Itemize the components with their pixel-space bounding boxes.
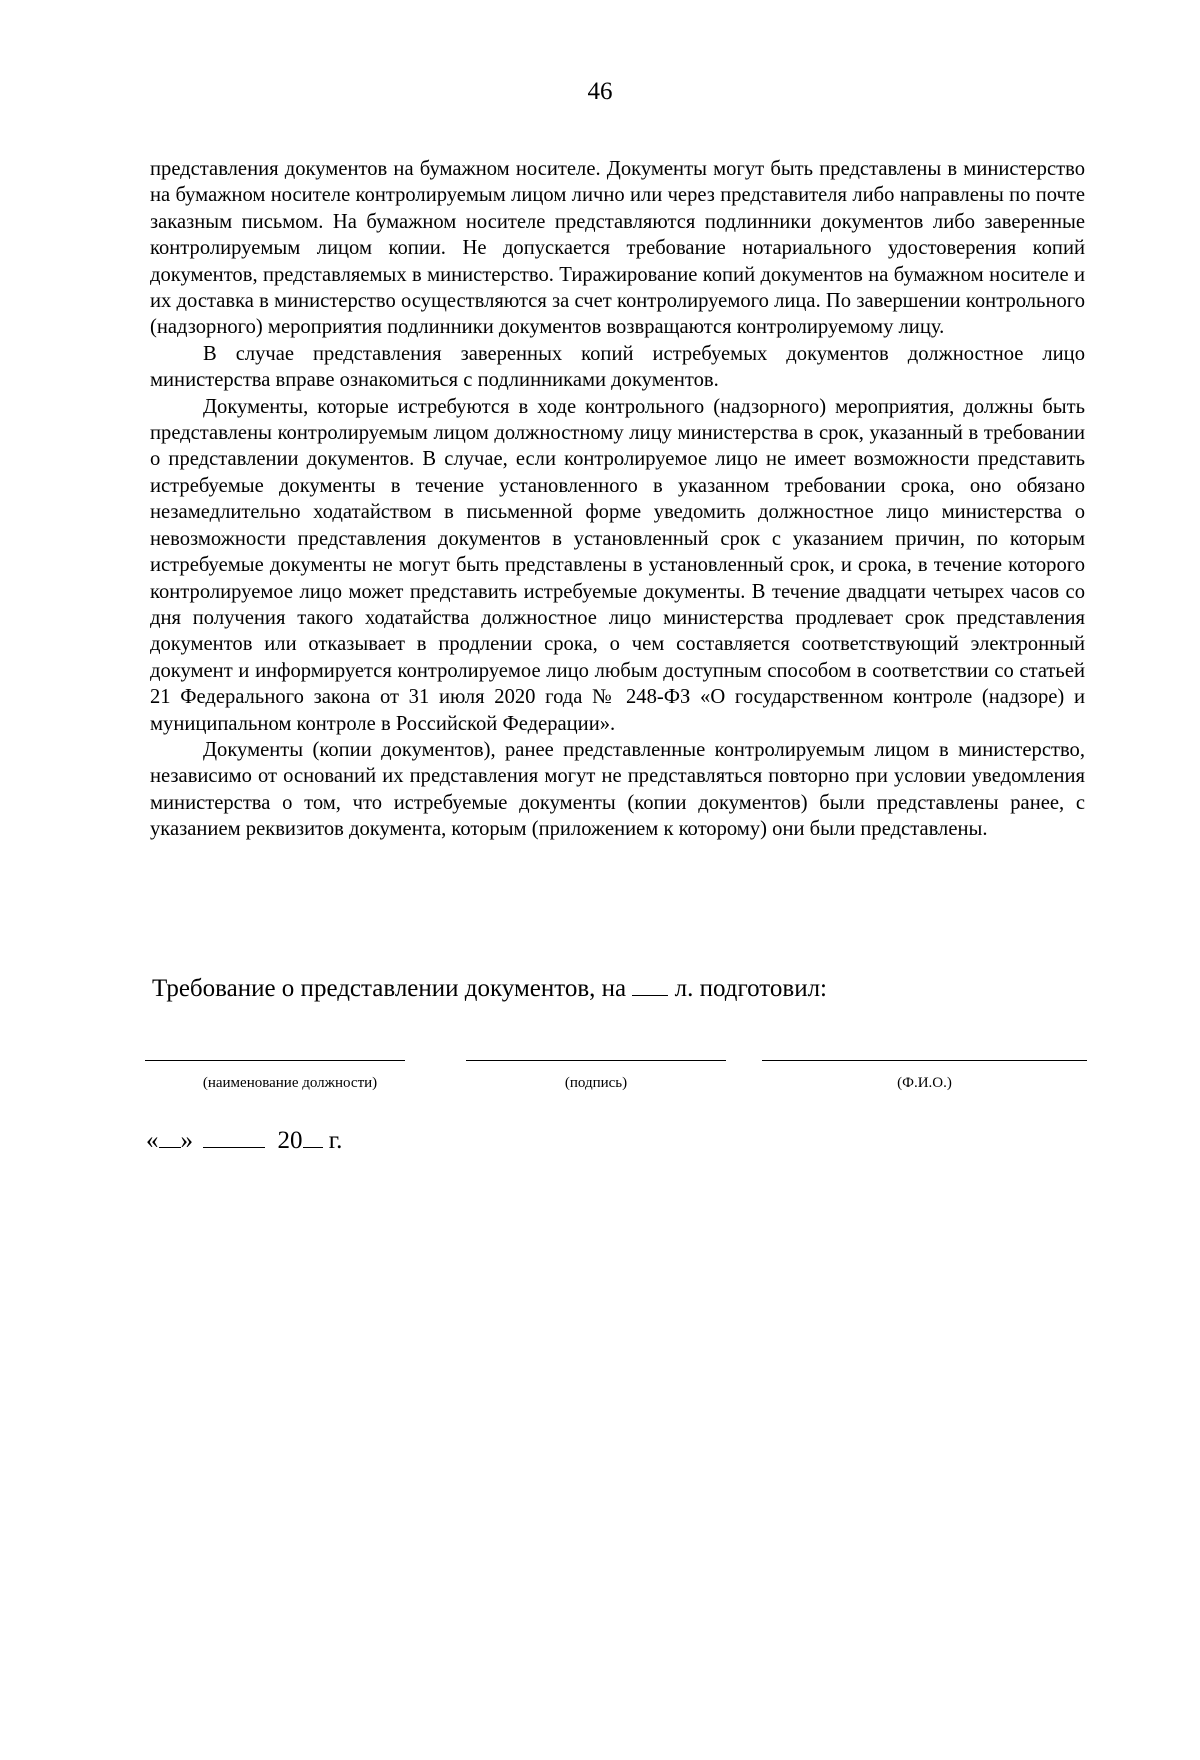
paragraph-4: Документы (копии документов), ранее представленные контролируемым лицом в министерство, независимо от оснований их представления могут не представляться повторно при условии уведомления министерства о том, что истребуемые документы (копии документов) были представлены ранее, с указанием реквизитов документа, которым (приложением к которому) они были представлены. xyxy=(150,738,1085,841)
page-number: 46 xyxy=(587,78,613,105)
position-caption: (наименование должности) xyxy=(202,1075,378,1091)
paragraph-3: Документы, которые истребуются в ходе контрольного (надзорного) мероприятия, должны быть представлены контролируемым лицом должностному лицу министерства в срок, указанный в требовании о представлении документов. В случае, если контролируемое лицо не имеет возможности представить истребуемые документы в течение установленного в указанном требовании срока, оно обязано незамедлительно ходатайством в письменной форме уведомить должностное лицо министерства о невозможности представления документов в установленный срок с указанием причин, по которым истребуемые документы не могут быть представлены в установленный срок, и срока, в течение которого контролируемое лицо может представить истребуемые документы. В течение двадцати четырех часов со дня получения такого ходатайства должностное лицо министерства продлевает срок представления документов или отказывает в продлении срока, о чем составляется соответствующий электронный документ и информируется контролируемое лицо любым доступным способом в соответствии со статьей 21 Федерального закона от 31 июля 2020 года № 248-ФЗ «О государственном контроле (надзоре) и муниципальном контроле в Российской Федерации». xyxy=(150,395,1085,735)
name-signature-line xyxy=(762,1060,1087,1061)
request-label: Требование о представлении документов, на xyxy=(152,975,627,1002)
signature-caption: (подпись) xyxy=(564,1075,628,1091)
prepared-by-label: л. подготовил: xyxy=(674,975,827,1002)
year-suffix: г. xyxy=(328,1127,343,1154)
name-caption: (Ф.И.О.) xyxy=(897,1075,952,1091)
paragraph-2: В случае представления заверенных копий истребуемых документов должностное лицо министерства вправе ознакомиться с подлинниками документов. xyxy=(150,342,1085,392)
date-line xyxy=(146,1127,342,1155)
sheet-count-blank xyxy=(632,975,668,996)
open-quote: « xyxy=(146,1127,159,1154)
day-blank xyxy=(159,1127,181,1148)
year-prefix: 20 xyxy=(277,1127,303,1154)
paragraph-1: представления документов на бумажном носителе. Документы могут быть представлены в министерство на бумажном носителе контролируемым лицом лично или через представителя либо направлены по почте заказным письмом. На бумажном носителе представляются подлинники документов либо заверенные контролируемым лицом копии. Не допускается требование нотариального удостоверения копий документов, представляемых в министерство. Тиражирование копий документов на бумажном носителе и их доставка в министерство осуществляются за счет контролируемого лица. По завершении контрольного (надзорного) мероприятия подлинники документов возвращаются контролируемому лицу. xyxy=(150,158,1085,339)
position-signature-line xyxy=(145,1060,405,1061)
month-blank xyxy=(203,1127,265,1148)
signature-line xyxy=(466,1060,726,1061)
document-body xyxy=(150,156,1085,843)
close-quote: » xyxy=(180,1127,193,1154)
year-blank xyxy=(303,1127,323,1148)
request-prepared-line xyxy=(152,975,827,1003)
